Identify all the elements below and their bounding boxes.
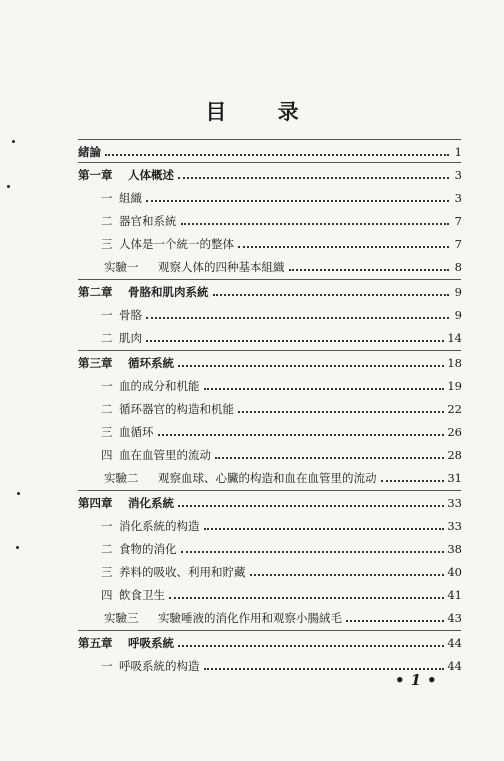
- toc-page-number: 7: [454, 237, 462, 251]
- toc-title: 骨胳: [119, 308, 142, 322]
- dot-leader: [204, 528, 445, 530]
- toc-number: 一: [101, 659, 113, 673]
- toc-label: [101, 379, 200, 393]
- toc-number: 三: [101, 237, 113, 251]
- toc-number: 一: [101, 519, 113, 533]
- toc-number: 第二章: [78, 285, 113, 299]
- dot-leader: [146, 340, 444, 342]
- dot-leader: [178, 645, 444, 647]
- toc-row[interactable]: [78, 143, 462, 159]
- toc-label: [101, 402, 234, 416]
- toc-label: [101, 519, 200, 533]
- toc-title: 飲食卫生: [119, 588, 165, 602]
- toc-title: 循环器官的构造和机能: [119, 402, 234, 416]
- dot-leader: [178, 177, 449, 179]
- toc-label: [101, 542, 177, 556]
- dot-leader: [381, 480, 445, 482]
- toc-page-number: 44: [447, 636, 462, 650]
- toc-page-number: 38: [447, 542, 462, 556]
- toc-row[interactable]: [101, 212, 462, 228]
- toc-page-number: 9: [454, 308, 462, 322]
- toc-page-number: 19: [447, 379, 462, 393]
- toc-label: [101, 237, 234, 251]
- toc-label: [101, 565, 246, 579]
- toc-title: 消化系統: [128, 496, 174, 510]
- toc-number: 一: [101, 379, 113, 393]
- toc-title: 循环系統: [128, 356, 174, 370]
- chapter-rule: [78, 139, 461, 140]
- toc-page-number: 33: [447, 519, 462, 533]
- page-title: 目 录: [205, 100, 321, 124]
- toc-title: 呼吸系統: [128, 636, 174, 650]
- toc-label: [101, 448, 211, 462]
- toc-title: 血的成分和机能: [119, 379, 200, 393]
- toc-title: 食物的消化: [119, 542, 177, 556]
- toc-title: 养料的吸收、利用和貯藏: [119, 565, 246, 579]
- toc-title: 血循环: [119, 425, 154, 439]
- toc-title: 血在血管里的流动: [119, 448, 211, 462]
- toc-label: [78, 636, 174, 650]
- scan-speck: [7, 185, 10, 188]
- toc-number: 三: [101, 425, 113, 439]
- dot-leader: [105, 154, 449, 156]
- toc-label: [101, 331, 142, 345]
- toc-label: [104, 260, 285, 274]
- toc-number: 二: [101, 402, 113, 416]
- toc-row[interactable]: [101, 377, 462, 393]
- toc-label: [101, 588, 165, 602]
- toc-row[interactable]: [101, 329, 462, 345]
- toc-page-number: 26: [447, 425, 462, 439]
- dot-leader: [289, 269, 450, 271]
- toc-row[interactable]: [101, 540, 462, 556]
- toc-label: [104, 471, 377, 485]
- toc-row[interactable]: [101, 563, 462, 579]
- dot-leader: [146, 200, 449, 202]
- toc-title: 骨胳和肌肉系統: [128, 285, 209, 299]
- toc-number: 第四章: [78, 496, 113, 510]
- toc-label: [78, 168, 174, 182]
- chapter-rule: [78, 162, 461, 163]
- toc-label: [104, 611, 342, 625]
- scan-speck: [12, 140, 15, 143]
- toc-title: 呼吸系統的构造: [119, 659, 200, 673]
- toc-page-number: 43: [447, 611, 462, 625]
- toc-page-number: 44: [447, 659, 462, 673]
- dot-leader: [204, 668, 445, 670]
- toc-page-number: 14: [447, 331, 462, 345]
- chapter-rule: [78, 350, 461, 351]
- toc-label: [101, 191, 142, 205]
- toc-page-number: 3: [454, 191, 462, 205]
- toc-number: 第三章: [78, 356, 113, 370]
- toc-number: 三: [101, 565, 113, 579]
- toc-title: 观察人体的四种基本組織: [158, 260, 285, 274]
- chapter-rule: [78, 490, 461, 491]
- toc-row[interactable]: [101, 423, 462, 439]
- toc-chapter-row[interactable]: [78, 634, 462, 650]
- toc-number: 实驗二: [104, 471, 139, 485]
- toc-label: [101, 308, 142, 322]
- dot-leader: [178, 505, 444, 507]
- toc-title: 人体概述: [128, 168, 174, 182]
- toc-page-number: 41: [447, 588, 462, 602]
- toc-number: 二: [101, 331, 113, 345]
- dot-leader: [346, 620, 444, 622]
- toc-number: 一: [101, 308, 113, 322]
- toc-page-number: 18: [447, 356, 462, 370]
- toc-title: 人体是一个統一的整体: [119, 237, 234, 251]
- toc-row[interactable]: [104, 609, 462, 625]
- toc-title: 緒論: [78, 145, 101, 159]
- toc-page-number: 7: [454, 214, 462, 228]
- toc-number: 实驗一: [104, 260, 139, 274]
- footer-page-number: •1•: [395, 671, 443, 689]
- toc-number: 实驗三: [104, 611, 139, 625]
- dot-leader: [181, 223, 450, 225]
- toc-page-number: 22: [447, 402, 462, 416]
- dot-leader: [146, 317, 449, 319]
- toc-label: [78, 356, 174, 370]
- toc-title: 器官和系統: [119, 214, 177, 228]
- dot-leader: [204, 388, 445, 390]
- scan-speck: [17, 492, 20, 495]
- toc-number: 一: [101, 191, 113, 205]
- toc-title: 实驗唾液的消化作用和观察小腸絨毛: [158, 611, 342, 625]
- toc-label: [101, 659, 200, 673]
- toc-label: [101, 425, 154, 439]
- toc-title: 肌肉: [119, 331, 142, 345]
- dot-leader: [181, 551, 445, 553]
- toc-page-number: 8: [454, 260, 462, 274]
- toc-row[interactable]: [101, 235, 462, 251]
- dot-leader: [158, 434, 445, 436]
- toc-chapter-row[interactable]: [78, 166, 462, 182]
- toc-number: 四: [101, 588, 113, 602]
- toc-label: [78, 145, 101, 159]
- toc-title: 組織: [119, 191, 142, 205]
- toc-row[interactable]: [104, 469, 462, 485]
- toc-row[interactable]: [101, 306, 462, 322]
- toc-row[interactable]: [104, 258, 462, 274]
- toc-page-number: 33: [447, 496, 462, 510]
- toc-row[interactable]: [101, 446, 462, 462]
- toc-page-number: 40: [447, 565, 462, 579]
- toc-row[interactable]: [101, 586, 462, 602]
- toc-page-number: 3: [454, 168, 462, 182]
- scan-speck: [16, 546, 19, 549]
- toc-label: [78, 496, 174, 510]
- toc-page-number: 28: [447, 448, 462, 462]
- chapter-rule: [78, 630, 461, 631]
- dot-leader: [238, 246, 449, 248]
- toc-chapter-row[interactable]: [78, 283, 462, 299]
- toc-page-number: 1: [454, 145, 462, 159]
- toc-page-number: 31: [447, 471, 462, 485]
- dot-leader: [250, 574, 445, 576]
- toc-title: 观察血球、心臟的构造和血在血管里的流动: [158, 471, 377, 485]
- toc-row[interactable]: [101, 189, 462, 205]
- dot-leader: [238, 411, 444, 413]
- toc-number: 第五章: [78, 636, 113, 650]
- toc-number: 四: [101, 448, 113, 462]
- toc-row[interactable]: [101, 400, 462, 416]
- toc-chapter-row[interactable]: [78, 354, 462, 370]
- toc-chapter-row[interactable]: [78, 494, 462, 510]
- dot-leader: [215, 457, 444, 459]
- toc-number: 第一章: [78, 168, 113, 182]
- dot-leader: [178, 365, 444, 367]
- toc-number: 二: [101, 542, 113, 556]
- toc-label: [101, 214, 177, 228]
- toc-row[interactable]: [101, 517, 462, 533]
- toc-title: 消化系統的构造: [119, 519, 200, 533]
- toc-number: 二: [101, 214, 113, 228]
- toc-page-number: 9: [454, 285, 462, 299]
- dot-leader: [213, 294, 450, 296]
- toc-label: [78, 285, 209, 299]
- chapter-rule: [78, 279, 461, 280]
- dot-leader: [169, 597, 444, 599]
